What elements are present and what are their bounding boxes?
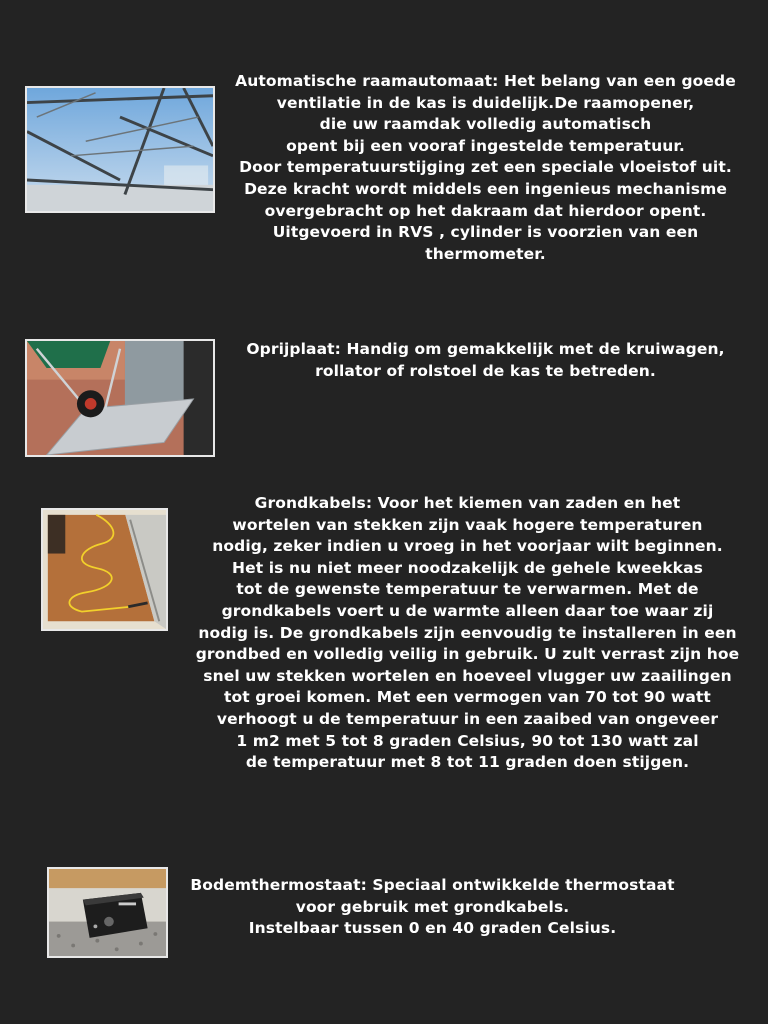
soil-cables-photo: [41, 508, 168, 631]
text-line: Automatische raamautomaat: Het belang van een goede: [235, 72, 736, 90]
text-line: Grondkabels: Voor het kiemen van zaden en het: [254, 494, 681, 512]
text-line: Bodemthermostaat: Speciaal ontwikkelde thermostaat: [190, 876, 675, 894]
text-line: tot de gewenste temperatuur te verwarmen. Met de: [236, 580, 699, 599]
text-line: die uw raamdak volledig automatisch: [319, 115, 652, 134]
ramp-photo: [25, 339, 215, 457]
text-line: rollator of rolstoel de kas te betreden.: [315, 361, 656, 380]
text-line: ventilatie in de kas is duidelijk.De raamopener,: [276, 93, 695, 112]
text-line: verhoogt u de temperatuur in een zaaibed van ongeveer: [216, 709, 719, 728]
text-line: Instelbaar tussen 0 en 40 graden Celsius.: [248, 919, 617, 938]
soil-cables-description: [190, 493, 745, 774]
text-line: grondkabels voert u de warmte alleen daar toe waar zij: [221, 601, 714, 620]
text-line: snel uw stekken wortelen en hoeveel vlugger uw zaailingen: [203, 666, 732, 685]
text-line: Deze kracht wordt middels een ingenieus mechanisme: [244, 179, 727, 198]
text-line: Uitgevoerd in RVS , cylinder is voorzien van een: [272, 223, 699, 242]
text-line: opent bij een vooraf ingestelde temperatuur.: [286, 136, 685, 155]
text-line: de temperatuur met 8 tot 11 graden doen stijgen.: [245, 753, 690, 772]
text-line: Het is nu niet meer noodzakelijk de gehele kweekkas: [232, 558, 703, 577]
ramp-description: [233, 339, 738, 382]
text-line: tot groei komen. Met een vermogen van 70 tot 90 watt: [224, 688, 711, 707]
text-line: wortelen van stekken zijn vaak hogere temperaturen: [232, 515, 703, 534]
text-line: Door temperatuurstijging zet een speciale vloeistof uit.: [239, 158, 732, 177]
text-line: Oprijplaat: Handig om gemakkelijk met de kruiwagen,: [246, 340, 725, 358]
text-line: voor gebruik met grondkabels.: [295, 897, 570, 916]
text-line: overgebracht op het dakraam dat hierdoor opent.: [264, 201, 707, 220]
window-opener-description: [233, 71, 738, 265]
text-line: 1 m2 met 5 tot 8 graden Celsius, 90 tot 130 watt zal: [236, 731, 699, 750]
window-opener-photo: [25, 86, 215, 213]
soil-thermostat-description: [185, 875, 680, 940]
text-line: nodig is. De grondkabels zijn eenvoudig te installeren in een: [198, 623, 737, 642]
text-line: nodig, zeker indien u vroeg in het voorjaar wilt beginnen.: [212, 537, 723, 556]
text-line: grondbed en volledig veilig in gebruik. U zult verrast zijn hoe: [195, 645, 740, 664]
soil-thermostat-photo: [47, 867, 168, 958]
text-line: thermometer.: [425, 244, 546, 263]
